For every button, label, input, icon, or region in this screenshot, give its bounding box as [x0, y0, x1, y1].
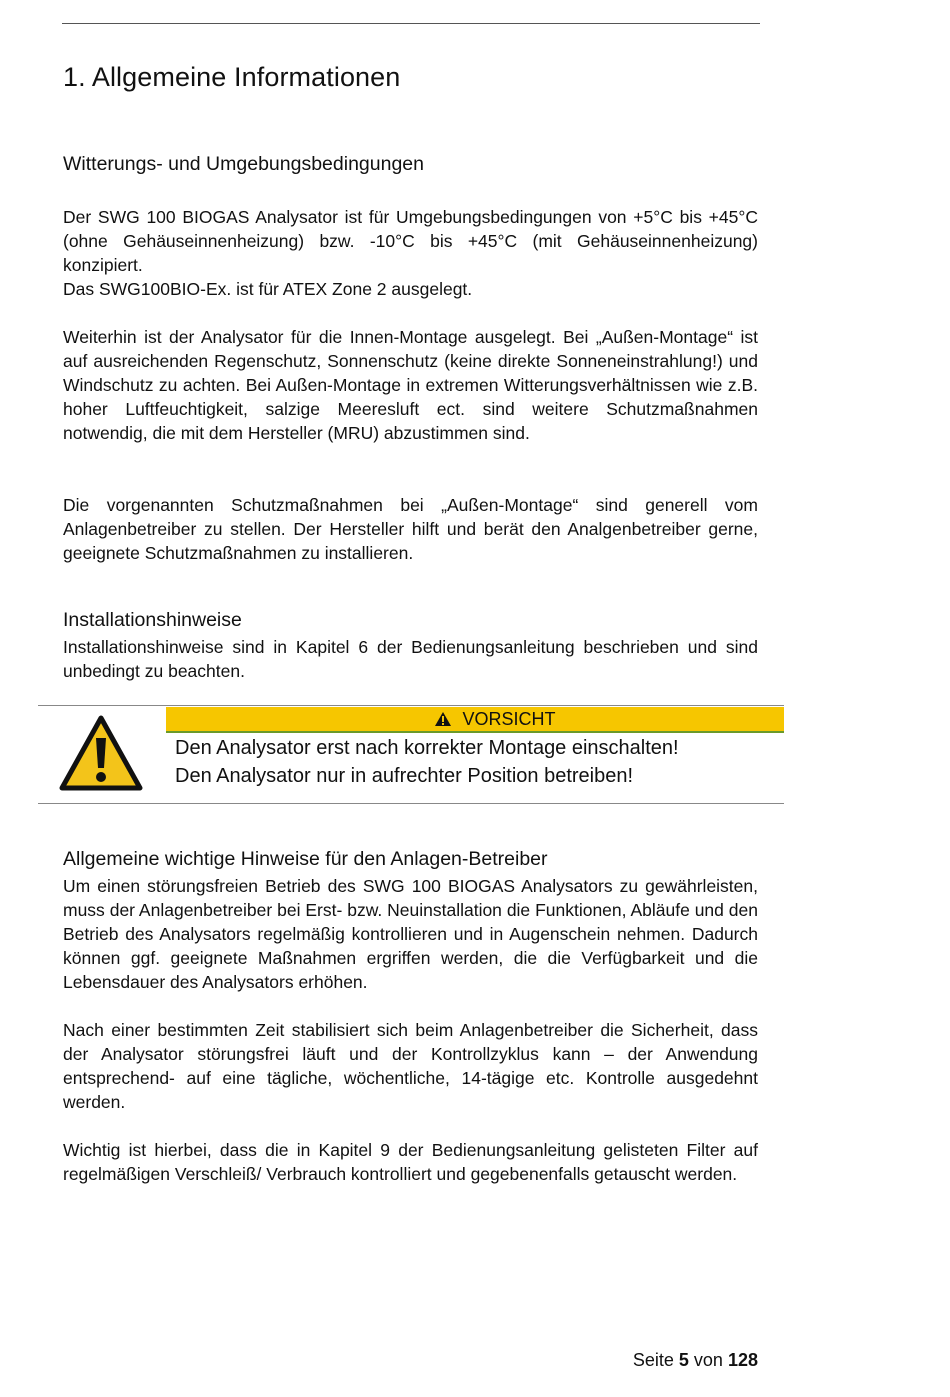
paragraph-operator-1: Um einen störungsfreien Betrieb des SWG 100 BIOGAS Analysators zu gewährleisten, muss der Anlagenbetreiber bei Erst- bzw. Neuinstallation die Funktionen, Abläufe und den Betrieb des Analysators regelmäßig kontrollieren und in Augenschein nehmen. Dadurch können ggf. geeignete Maßnahmen ergriffen werden, die die Verfügbarkeit und die Lebensdauer des Analysators erhöhen. [63, 876, 758, 992]
warning-line-1: Den Analysator erst nach korrekter Montage einschalten! [175, 737, 679, 759]
warning-bottom-rule [38, 803, 784, 804]
paragraph-weather-3: Die vorgenannten Schutzmaßnahmen bei „Außen-Montage“ sind generell vom Anlagenbetreiber zu stellen. Der Hersteller hilft und berät den Analgenbetreiber gerne, geeignete Schutzmaßnahmen zu installieren. [63, 495, 758, 563]
warning-top-rule [38, 705, 784, 706]
heading-install: Installationshinweise [63, 609, 242, 631]
heading-weather: Witterungs- und Umgebungsbedingungen [63, 153, 424, 175]
weather-line-4: Das SWG100BIO-Ex. ist für ATEX Zone 2 ausgelegt. [63, 279, 473, 299]
chapter-title: 1. Allgemeine Informationen [63, 62, 401, 92]
weather-line-2: (ohne Gehäuseinnenheizung) bzw. -10°C bis +45°C (mit Gehäuseinnenheizung) [63, 231, 758, 251]
warning-triangle-icon [58, 714, 144, 792]
paragraph-operator-2: Nach einer bestimmten Zeit stabilisiert sich beim Anlagenbetreiber die Sicherheit, dass der Analysator störungsfrei läuft und der Kontrollzyklus kann – der Anwendung entsprechend- auf eine tägliche, wöchentliche, 14-tägige etc. Kontrolle ausgedehnt werden. [63, 1020, 758, 1112]
warning-text [175, 734, 775, 790]
footer-total: 128 [727, 1350, 758, 1370]
paragraph-install: Installationshinweise sind in Kapitel 6 der Bedienungsanleitung beschrieben und sind unbedingt zu beachten. [63, 637, 758, 681]
footer-page: 5 [678, 1350, 689, 1370]
footer-prefix: Seite [632, 1350, 674, 1370]
warning-label: VORSICHT [462, 708, 556, 729]
footer-middle: von [693, 1350, 723, 1370]
weather-line-3: konzipiert. [63, 255, 143, 275]
weather-line-1: Der SWG 100 BIOGAS Analysator ist für Umgebungsbedingungen von +5°C bis +45°C [63, 207, 758, 227]
page-number-footer [633, 1350, 758, 1371]
paragraph-weather-2: Weiterhin ist der Analysator für die Innen-Montage ausgelegt. Bei „Außen-Montage“ ist auf ausreichenden Regenschutz, Sonnenschutz (keine direkte Sonneneinstrahlung!) und Windschutz zu achten. Bei Außen-Montage in extremen Witterungsverhältnissen wie z.B. hoher Luftfeuchtigkeit, salzige Meeresluft ect. sind weitere Schutzmaßnahmen notwendig, die mit dem Hersteller (MRU) abzustimmen sind. [63, 327, 758, 443]
warning-line-2: Den Analysator nur in aufrechter Position betreiben! [175, 765, 634, 787]
paragraph-weather-1 [63, 205, 758, 301]
warning-header-bar [166, 707, 784, 733]
top-rule [62, 23, 760, 24]
warning-small-icon [434, 711, 452, 727]
paragraph-operator-3: Wichtig ist hierbei, dass die in Kapitel 9 der Bedienungsanleitung gelisteten Filter auf regelmäßigen Verschleiß/ Verbrauch kontrolliert und gegebenenfalls getauscht werden. [63, 1140, 758, 1184]
heading-operator: Allgemeine wichtige Hinweise für den Anlagen-Betreiber [63, 848, 548, 870]
